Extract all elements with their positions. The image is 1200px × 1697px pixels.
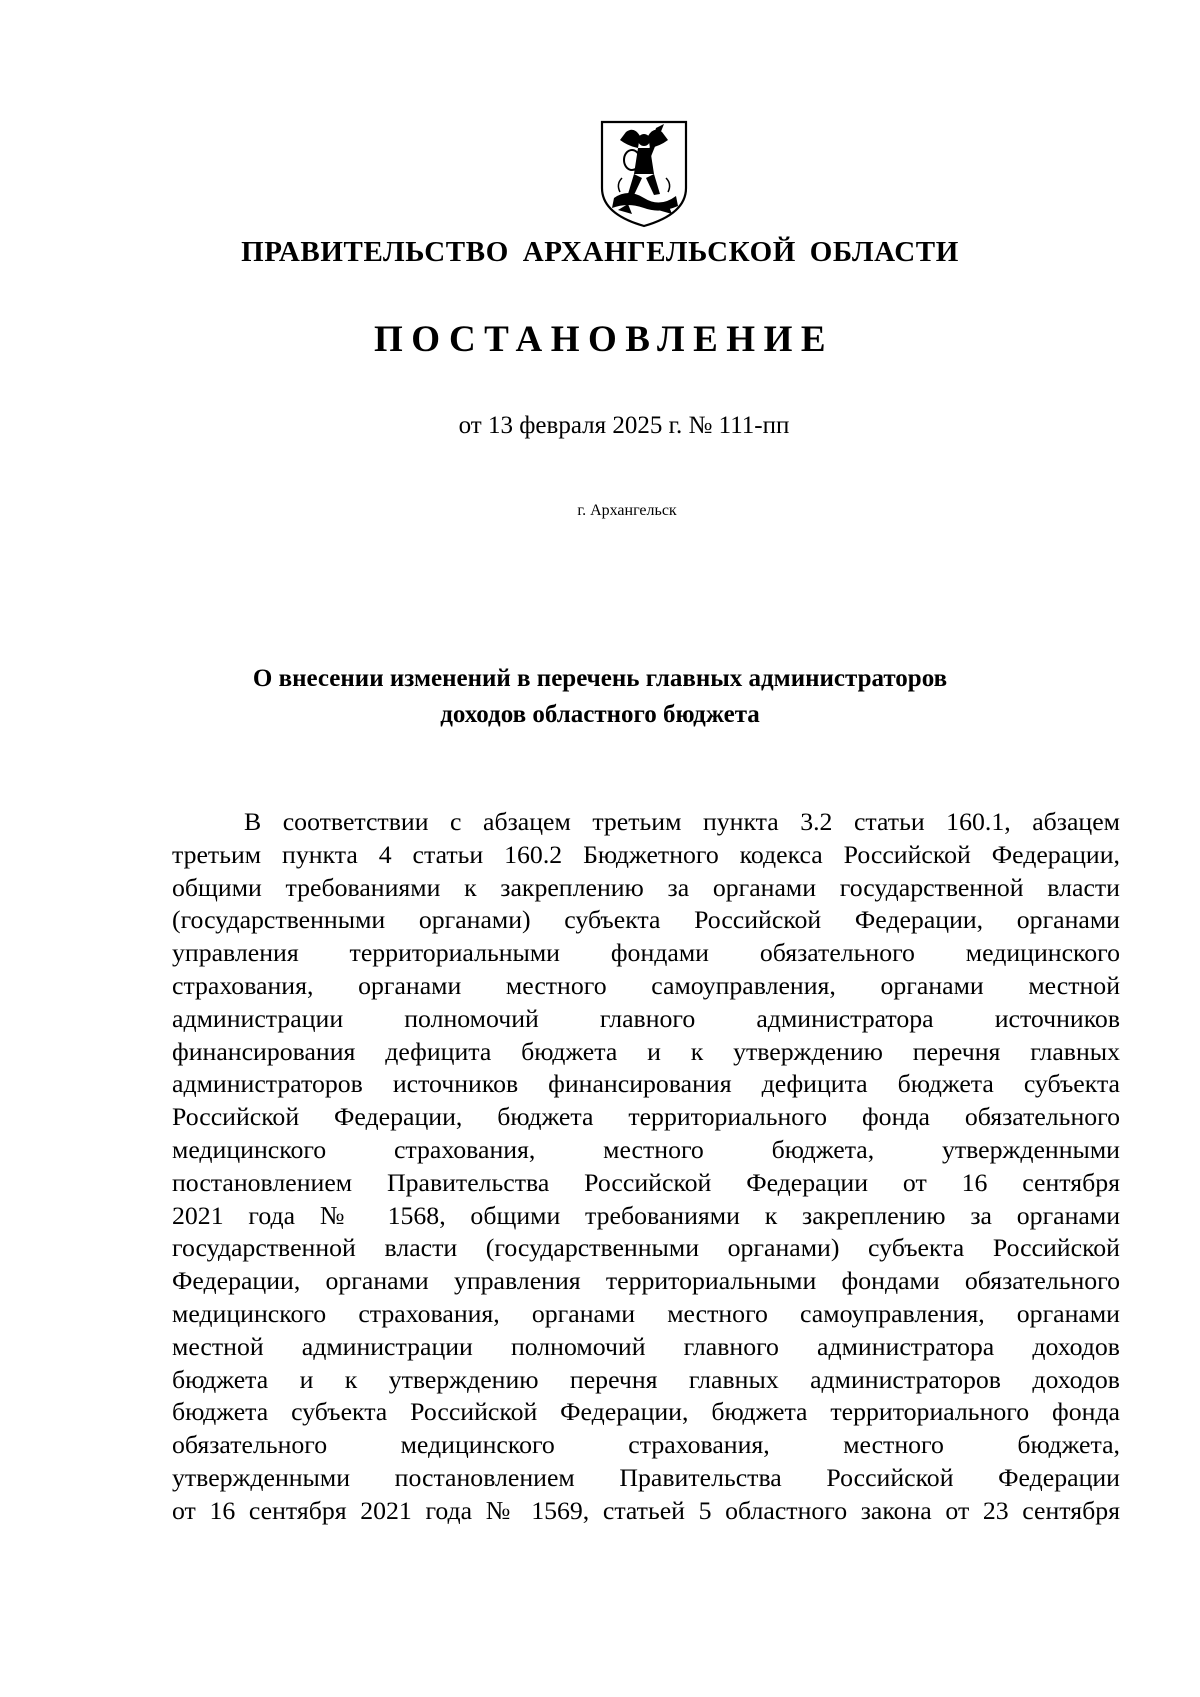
body-line: финансирования дефицита бюджета и к утверждению перечня главных xyxy=(172,1036,1120,1066)
body-line: постановлением Правительства Российской Федерации от 16 сентября xyxy=(172,1167,1120,1197)
body-line: Федерации, органами управления территориальными фондами обязательного xyxy=(172,1266,1120,1296)
body-line: В соответствии с абзацем третьим пункта 3.2 статьи 160.1, абзацем xyxy=(244,807,1120,836)
coat-of-arms-icon xyxy=(598,118,690,230)
document-city: г. Архангельск xyxy=(577,502,677,519)
body-line: утвержденными постановлением Правительства Российской Федерации xyxy=(172,1462,1120,1492)
body-line: бюджета и к утверждению перечня главных администраторов доходов xyxy=(172,1364,1120,1394)
document-title-line: О внесении изменений в перечень главных администраторов xyxy=(252,665,948,692)
body-line: местной администрации полномочий главного администратора доходов xyxy=(172,1331,1120,1361)
body-line: Российской Федерации, бюджета территориального фонда обязательного xyxy=(172,1102,1120,1132)
body-line: обязательного медицинского страхования, местного бюджета, xyxy=(172,1430,1120,1460)
document-date-number: от 13 февраля 2025 г. № 111-пп xyxy=(458,412,790,439)
document-type: ПОСТАНОВЛЕНИЕ xyxy=(373,319,835,360)
body-line: 2021 года № 1568, общими требованиями к закреплению за органами xyxy=(172,1200,1120,1230)
document-title-line: доходов областного бюджета xyxy=(440,701,760,728)
body-line: страхования, органами местного самоуправления, органами местной xyxy=(172,970,1120,1000)
body-line: общими требованиями к закреплению за органами государственной власти xyxy=(172,872,1120,902)
body-line: государственной власти (государственными органами) субъекта Российской xyxy=(172,1233,1120,1263)
body-line: от 16 сентября 2021 года № 1569, статьей 5 областного закона от 23 сентября xyxy=(172,1495,1120,1525)
body-line: администраторов источников финансирования дефицита бюджета субъекта xyxy=(172,1069,1120,1099)
document-title xyxy=(0,661,1200,733)
body-line: медицинского страхования, местного бюджета, утвержденными xyxy=(172,1134,1120,1164)
body-line: третьим пункта 4 статьи 160.2 Бюджетного кодекса Российской Федерации, xyxy=(172,839,1120,869)
body-line: администрации полномочий главного администратора источников xyxy=(172,1003,1120,1033)
government-name: ПРАВИТЕЛЬСТВО АРХАНГЕЛЬСКОЙ ОБЛАСТИ xyxy=(241,236,959,268)
body-paragraph xyxy=(172,806,1120,1528)
body-line: медицинского страхования, органами местного самоуправления, органами xyxy=(172,1298,1120,1328)
body-line: управления территориальными фондами обязательного медицинского xyxy=(172,938,1120,968)
body-line: бюджета субъекта Российской Федерации, бюджета территориального фонда xyxy=(172,1397,1120,1427)
body-line: (государственными органами) субъекта Российской Федерации, органами xyxy=(172,905,1120,935)
